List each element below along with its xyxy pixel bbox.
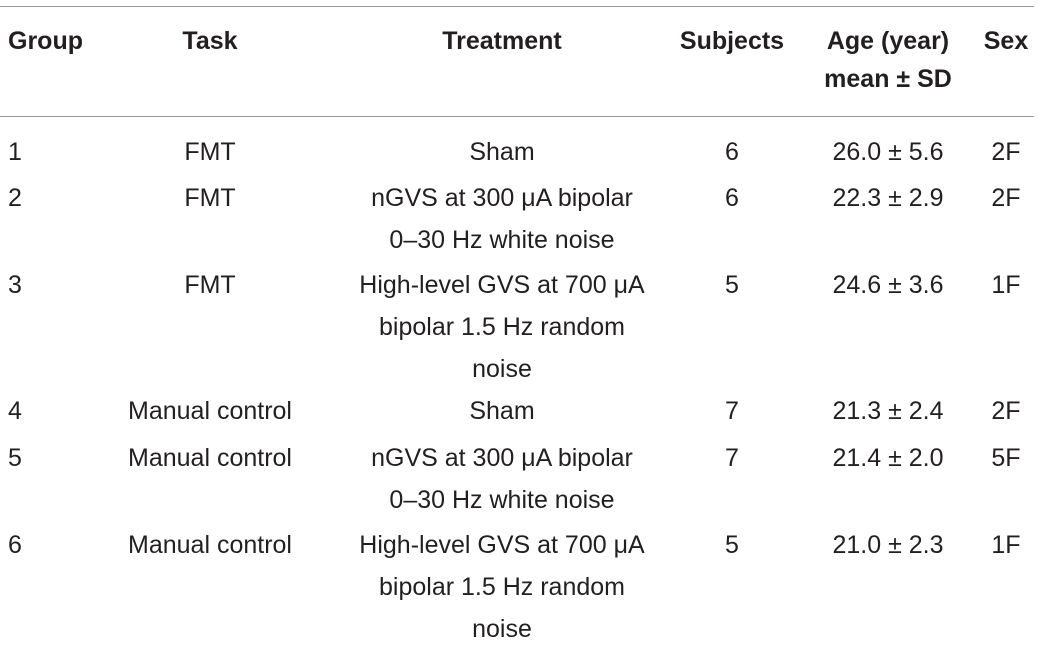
- header-group: Group: [8, 27, 83, 55]
- cell-group: 4: [8, 397, 22, 425]
- cell-sex: 2F: [991, 138, 1021, 166]
- treatment-line: bipolar 1.5 Hz random: [379, 313, 625, 341]
- treatment-line: noise: [472, 355, 532, 383]
- cell-treatment: [320, 131, 684, 173]
- header-age-line1: Age (year): [826, 27, 950, 55]
- cell-age: 21.0 ± 2.3: [832, 531, 944, 559]
- cell-sex: 5F: [991, 444, 1021, 472]
- cell-age: 26.0 ± 5.6: [832, 138, 944, 166]
- cell-group: 2: [8, 184, 22, 212]
- cell-sex: 1F: [991, 531, 1021, 559]
- header-sex: Sex: [983, 27, 1029, 55]
- treatment-line: nGVS at 300 μA bipolar: [371, 184, 633, 212]
- cell-group: 6: [8, 531, 22, 559]
- treatment-line: High-level GVS at 700 μA: [359, 271, 645, 299]
- cell-treatment: [320, 264, 684, 390]
- table-top-rule: [0, 6, 1034, 7]
- cell-treatment: [320, 437, 684, 521]
- cell-subjects: 7: [725, 444, 739, 472]
- cell-task: FMT: [184, 184, 236, 212]
- cell-group: 5: [8, 444, 22, 472]
- cell-task: FMT: [184, 271, 236, 299]
- cell-age: 21.4 ± 2.0: [832, 444, 944, 472]
- treatment-line: bipolar 1.5 Hz random: [379, 573, 625, 601]
- treatment-line: 0–30 Hz white noise: [389, 486, 615, 514]
- header-task: Task: [182, 27, 238, 55]
- header-subjects: Subjects: [679, 27, 785, 55]
- treatment-line: nGVS at 300 μA bipolar: [371, 444, 633, 472]
- cell-subjects: 6: [725, 184, 739, 212]
- treatment-line: noise: [472, 615, 532, 643]
- cell-subjects: 6: [725, 138, 739, 166]
- treatment-line: 0–30 Hz white noise: [389, 226, 615, 254]
- cell-task: FMT: [184, 138, 236, 166]
- cell-subjects: 5: [725, 271, 739, 299]
- cell-treatment: [320, 177, 684, 261]
- header-treatment: Treatment: [442, 27, 562, 55]
- cell-task: Manual control: [128, 531, 292, 559]
- cell-task: Manual control: [128, 397, 292, 425]
- cell-task: Manual control: [128, 444, 292, 472]
- cell-treatment: [320, 390, 684, 432]
- treatment-line: Sham: [469, 397, 535, 425]
- treatment-line: High-level GVS at 700 μA: [359, 531, 645, 559]
- cell-treatment: [320, 524, 684, 650]
- cell-age: 21.3 ± 2.4: [832, 397, 944, 425]
- cell-sex: 1F: [991, 271, 1021, 299]
- header-age-line2: mean ± SD: [824, 65, 952, 93]
- treatment-line: Sham: [469, 138, 535, 166]
- header-age: [800, 22, 976, 98]
- cell-sex: 2F: [991, 184, 1021, 212]
- cell-subjects: 5: [725, 531, 739, 559]
- cell-subjects: 7: [725, 397, 739, 425]
- cell-sex: 2F: [991, 397, 1021, 425]
- cell-age: 24.6 ± 3.6: [832, 271, 944, 299]
- table-header-rule: [0, 116, 1034, 117]
- cell-group: 3: [8, 271, 22, 299]
- cell-group: 1: [8, 138, 22, 166]
- cell-age: 22.3 ± 2.9: [832, 184, 944, 212]
